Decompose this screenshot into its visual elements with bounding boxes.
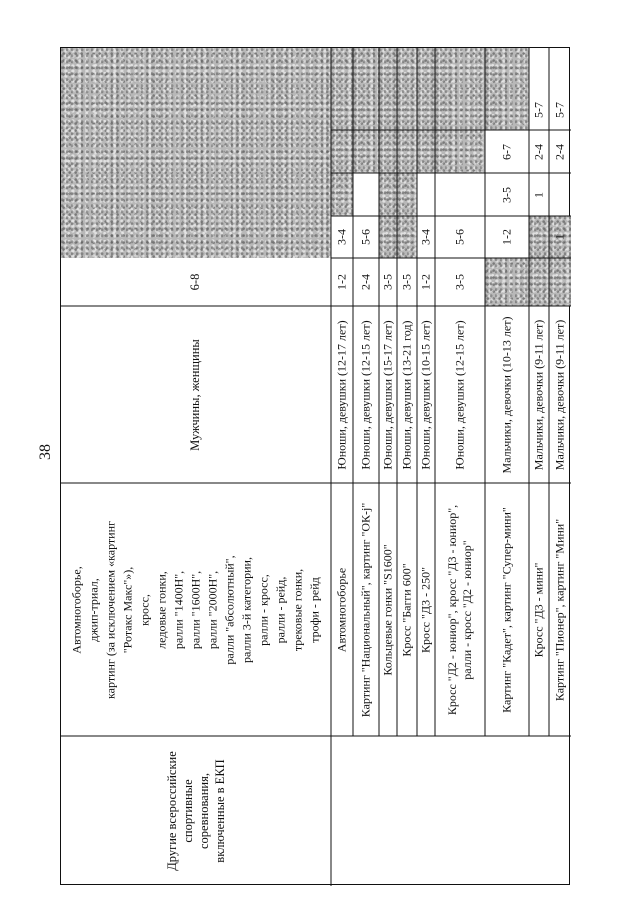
value-cell	[529, 173, 549, 216]
value-cell-a	[397, 48, 417, 90]
ranking-table	[60, 47, 570, 885]
extra-value: 3-4	[418, 229, 433, 245]
rank-cell	[331, 258, 353, 306]
value-cell-c	[379, 130, 397, 173]
rank-cell	[529, 258, 549, 306]
discipline-label: Кросс "Д2 - юниор", кросс "Д3 - юниор", ралли - кросс "Д2 - юниор"	[445, 504, 474, 715]
value-cell-b	[485, 90, 529, 130]
discipline-cell	[417, 483, 435, 736]
extra-value: 5-6	[452, 229, 467, 245]
value-cell-e	[549, 216, 571, 258]
value-cell	[485, 173, 529, 216]
discipline-block-label: Автомногоборье, джип-триал, картинг (за исключением «картинг "Ротакс Макс"»), кросс, ледовые гонки, ралли "1400Н", ралли "1600Н", ралли "2000Н", ралли "абсолютный", ралли 3-й категории, ралли - кросс, ралли - рейд, трековые гонки, трофи - рейд	[69, 520, 322, 699]
rank-block-cell	[61, 258, 331, 306]
rank-value: 3-5	[399, 274, 414, 290]
discipline-label: Кросс "Багги 600"	[399, 562, 414, 657]
discipline-label: Кольцевые гонки "S1600"	[380, 543, 395, 676]
extra-value: 5-6	[358, 229, 373, 245]
value-cell-d	[331, 173, 353, 216]
group-label: Юноши, девушки (10-15 лет)	[418, 319, 433, 470]
group-label: Юноши, девушки (15-17 лет)	[380, 319, 395, 470]
group-block-label: Мужчины, женщины	[188, 338, 203, 451]
group-block-cell	[61, 306, 331, 483]
group-label: Мальчики, девочки (9-11 лет)	[531, 319, 546, 470]
extra-value: 3-4	[334, 229, 349, 245]
value-cell-a	[435, 48, 485, 90]
rank-cell	[379, 258, 397, 306]
value-cell-b	[435, 90, 485, 130]
rank-cell	[353, 258, 379, 306]
group-label: Юноши, девушки (13-21 год)	[399, 320, 414, 469]
value-cell-c	[417, 130, 435, 173]
group-cell	[379, 306, 397, 483]
discipline-cell	[529, 483, 549, 736]
rank-value: 3-5	[452, 274, 467, 290]
group-cell	[397, 306, 417, 483]
value-cell-c	[331, 130, 353, 173]
range-value: 2-4	[531, 143, 546, 160]
value-cell-b	[397, 90, 417, 130]
value-cell-d	[417, 173, 435, 216]
group-label: Мальчики, девочки (10-13 лет)	[499, 316, 514, 473]
category-column	[61, 736, 331, 886]
discipline-cell	[331, 483, 353, 736]
range-value: 1	[531, 191, 546, 198]
value-cell-a	[379, 48, 397, 90]
range-value: 5-7	[552, 102, 567, 118]
group-cell	[417, 306, 435, 483]
group-label: Юноши, девушки (12-15 лет)	[358, 319, 373, 470]
value-cell-e	[485, 216, 529, 258]
extra-value: 1	[552, 234, 567, 240]
discipline-label: Автомногоборье	[334, 567, 349, 652]
value-cell-a	[485, 48, 529, 90]
value-cell-e	[417, 216, 435, 258]
discipline-cell	[397, 483, 417, 736]
value-cell-a	[417, 48, 435, 90]
discipline-cell	[435, 483, 485, 736]
range-value: 5-7	[531, 102, 546, 118]
group-label: Юноши, девушки (12-15 лет)	[452, 319, 467, 470]
discipline-label: Кросс "Д3 - 250"	[418, 566, 433, 653]
rank-cell	[435, 258, 485, 306]
rank-value: 3-5	[380, 274, 395, 290]
discipline-block-cell	[61, 483, 331, 736]
value-cell-b	[353, 90, 379, 130]
rank-value: 1-2	[418, 274, 433, 290]
value-cell-b	[379, 90, 397, 130]
group-cell	[353, 306, 379, 483]
value-cell	[549, 90, 571, 130]
discipline-label: Картинг "Кадет", картинг "Супер-мини"	[499, 506, 514, 713]
value-cell-a	[331, 48, 353, 90]
rank-value: 1-2	[334, 274, 349, 290]
group-cell	[331, 306, 353, 483]
value-cell-d	[353, 173, 379, 216]
value-cell-c	[353, 130, 379, 173]
group-cell	[529, 306, 549, 483]
value-cell	[549, 130, 571, 173]
range-value: 2-4	[552, 143, 567, 160]
value-cell	[485, 130, 529, 173]
group-cell	[435, 306, 485, 483]
value-cell-e	[379, 216, 397, 258]
discipline-label: Кросс "Д3 - мини"	[531, 562, 546, 657]
extra-value: 1-2	[499, 229, 514, 245]
value-cell-e	[331, 216, 353, 258]
discipline-cell	[485, 483, 529, 736]
discipline-label: Картинг "Национальный", картинг "ОК-j"	[358, 502, 373, 717]
value-cell-c	[397, 130, 417, 173]
value-cell-d	[549, 173, 571, 216]
rank-block-label: 6-8	[188, 273, 203, 291]
value-cell-e	[353, 216, 379, 258]
discipline-label: Картинг "Пионер", картинг "Мини"	[552, 518, 567, 701]
value-cell-d	[397, 173, 417, 216]
value-cell-c	[435, 130, 485, 173]
range-value: 3-5	[499, 186, 514, 203]
range-value: 6-7	[499, 143, 514, 160]
value-cell-b	[331, 90, 353, 130]
value-cell-e	[435, 216, 485, 258]
page-number: 38	[37, 444, 54, 460]
discipline-cell	[549, 483, 571, 736]
group-cell	[549, 306, 571, 483]
group-cell	[485, 306, 529, 483]
value-cell-e	[397, 216, 417, 258]
group-label: Юноши, девушки (12-17 лет)	[334, 319, 349, 470]
value-cell-b	[417, 90, 435, 130]
value-cell-d	[379, 173, 397, 216]
rank-cell	[549, 258, 571, 306]
value-cell-a	[529, 48, 549, 90]
value-cell-e	[529, 216, 549, 258]
value-cell-a	[353, 48, 379, 90]
rank-cell	[485, 258, 529, 306]
rank-cell	[397, 258, 417, 306]
value-cell	[529, 130, 549, 173]
discipline-cell	[379, 483, 397, 736]
block-shaded	[61, 48, 331, 258]
rank-value: 2-4	[358, 274, 373, 290]
group-label: Мальчики, девочки (9-11 лет)	[552, 319, 567, 470]
rank-cell	[417, 258, 435, 306]
value-cell-d	[435, 173, 485, 216]
value-cell	[529, 90, 549, 130]
category-label: Другие всероссийские спортивные соревнования, включенные в ЕКП	[165, 751, 227, 871]
discipline-cell	[353, 483, 379, 736]
value-cell-a	[549, 48, 571, 90]
category-column-rows	[331, 736, 571, 886]
